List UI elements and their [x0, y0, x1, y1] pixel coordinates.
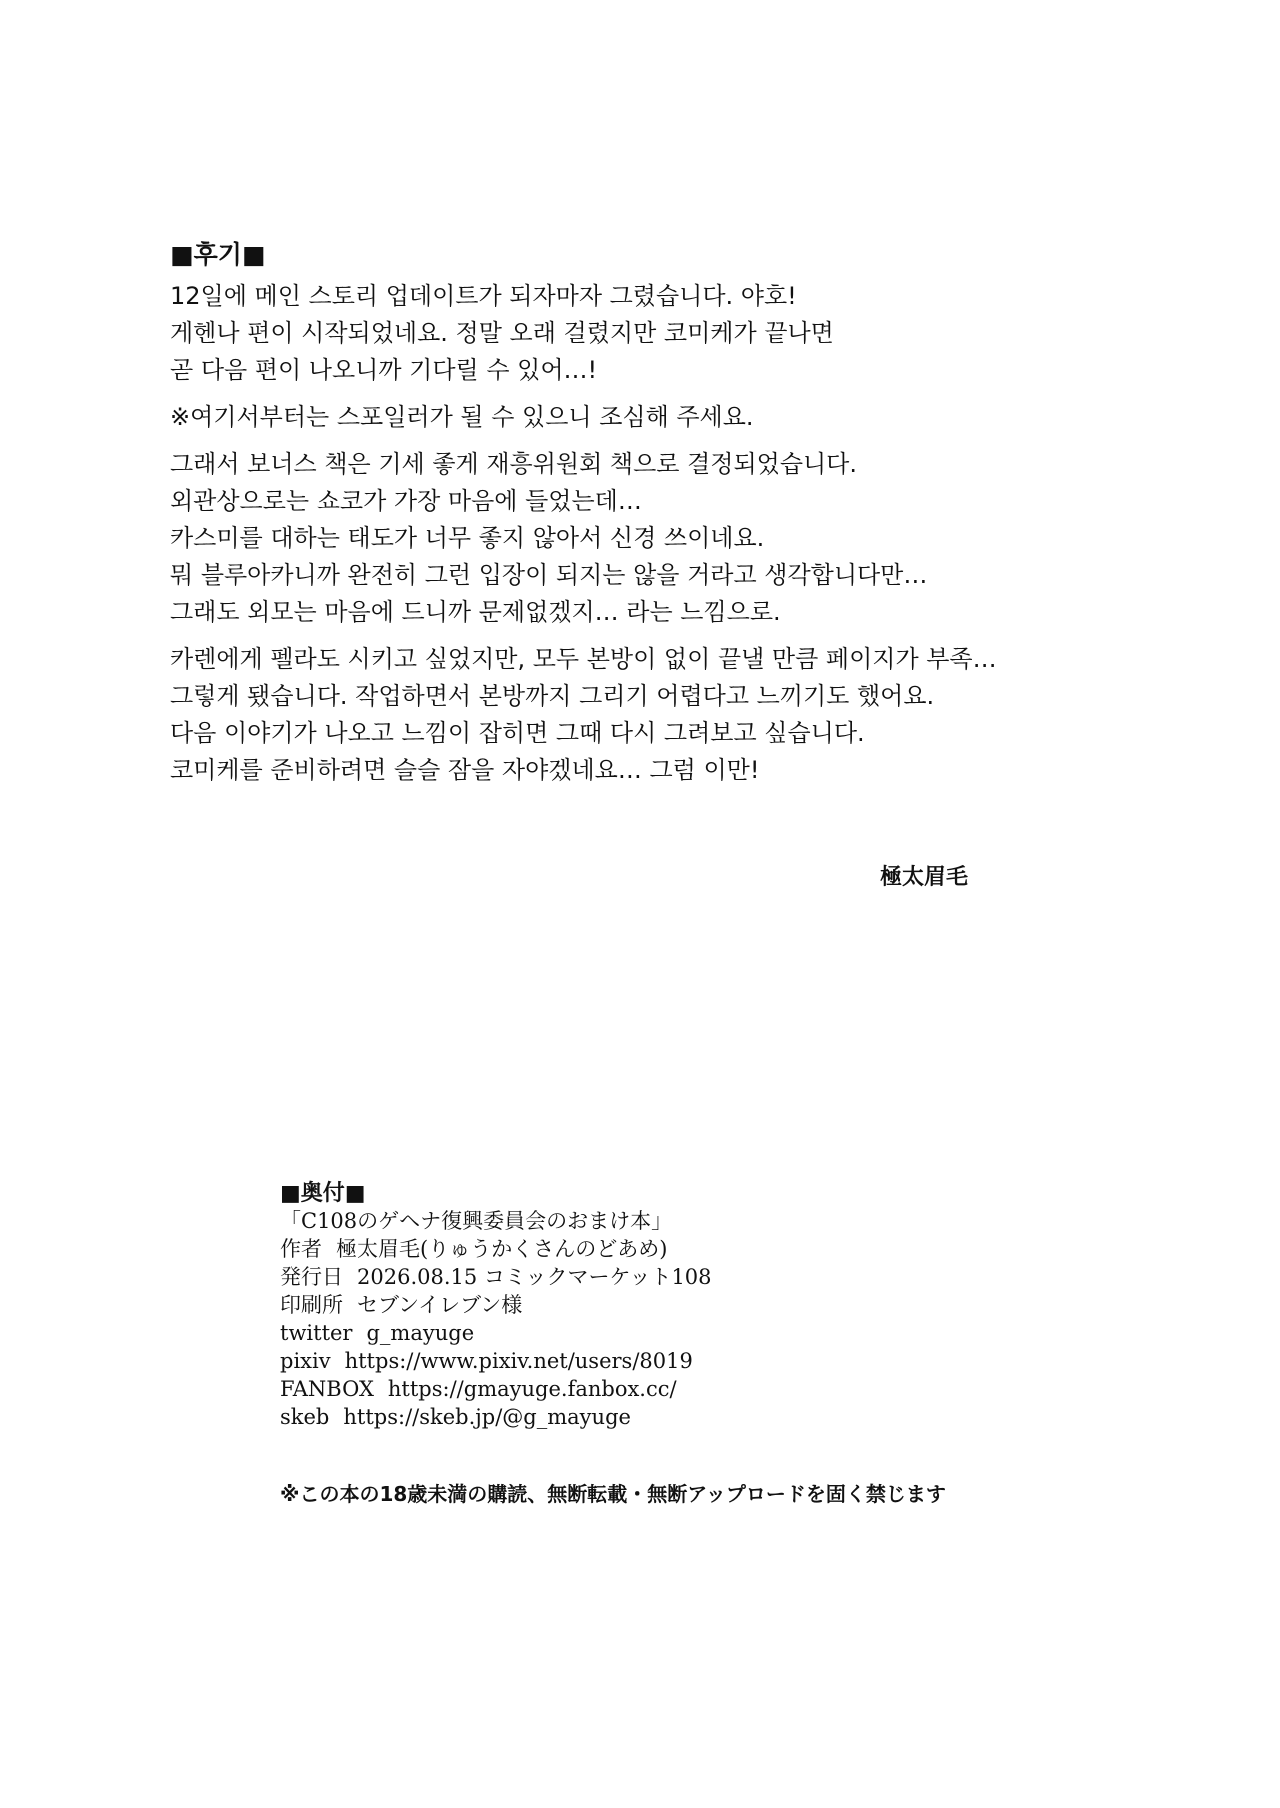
spoiler-warning: ※여기서부터는 스포일러가 될 수 있으니 조심해 주세요. — [170, 403, 754, 431]
colophon-row-twitter — [280, 1319, 1080, 1347]
text-line: 다음 이야기가 나오고 느낌이 잡히면 그때 다시 그려보고 싶습니다. — [170, 719, 865, 747]
text-line: 그래서 보너스 책은 기세 좋게 재흥위원회 책으로 결정되었습니다. — [170, 450, 857, 478]
text-line: 뭐 블루아카니까 완전히 그런 입장이 되지는 않을 거라고 생각합니다만… — [170, 561, 928, 589]
afterword-section — [170, 236, 1180, 799]
colophon-value: 極太眉毛(りゅうかくさんのどあめ) — [336, 1237, 668, 1261]
colophon-key: 作者 — [280, 1237, 322, 1261]
colophon-row-printer — [280, 1291, 1080, 1319]
colophon-value: 2026.08.15 コミックマーケット108 — [357, 1265, 712, 1289]
colophon-row-pixiv — [280, 1347, 1080, 1375]
text-line: 곧 다음 편이 나오니까 기다릴 수 있어…! — [170, 356, 598, 384]
text-line: 게헨나 편이 시작되었네요. 정말 오래 걸렸지만 코미케가 끝나면 — [170, 319, 834, 347]
colophon-key: 発行日 — [280, 1265, 343, 1289]
book-title: 「C108のゲヘナ復興委員会のおまけ本」 — [280, 1209, 673, 1233]
colophon-value: https://www.pixiv.net/users/8019 — [344, 1349, 693, 1373]
text-line: 12일에 메인 스토리 업데이트가 되자마자 그렸습니다. 야호! — [170, 282, 797, 310]
colophon-row-fanbox — [280, 1375, 1080, 1403]
colophon-key: FANBOX — [280, 1377, 374, 1401]
colophon-value: https://gmayuge.fanbox.cc/ — [387, 1377, 677, 1401]
colophon-key: 印刷所 — [280, 1293, 343, 1317]
author-signature: 極太眉毛 — [880, 864, 969, 890]
afterword-paragraph — [170, 278, 1180, 389]
text-line: 그래도 외모는 마음에 드니까 문제없겠지… 라는 느낌으로. — [170, 598, 781, 626]
colophon-row-date — [280, 1263, 1080, 1291]
text-line: 외관상으로는 쇼코가 가장 마음에 들었는데… — [170, 487, 642, 515]
colophon-value: セブンイレブン様 — [357, 1293, 523, 1317]
afterword-paragraph — [170, 399, 1180, 436]
colophon-row-skeb — [280, 1403, 1080, 1431]
afterword-heading: ■후기■ — [170, 240, 266, 269]
age-restriction-notice: ※この本の18歳未満の購読、無断転載・無断アップロードを固く禁じます — [280, 1482, 946, 1506]
colophon-value: g_mayuge — [366, 1321, 475, 1345]
colophon-value: https://skeb.jp/@g_mayuge — [343, 1405, 631, 1429]
colophon-key: pixiv — [280, 1349, 331, 1373]
text-line: 카스미를 대하는 태도가 너무 좋지 않아서 신경 쓰이네요. — [170, 524, 765, 552]
afterword-paragraph — [170, 446, 1180, 631]
colophon-heading: ■奥付■ — [280, 1180, 366, 1206]
colophon-row-author — [280, 1235, 1080, 1263]
text-line: 카렌에게 펠라도 시키고 싶었지만, 모두 본방이 없이 끝낼 만큼 페이지가 부족… — [170, 645, 997, 673]
text-line: 코미케를 준비하려면 슬슬 잠을 자야겠네요… 그럼 이만! — [170, 756, 760, 784]
colophon-key: twitter — [280, 1321, 353, 1345]
afterword-paragraph — [170, 641, 1180, 789]
text-line: 그렇게 됐습니다. 작업하면서 본방까지 그리기 어렵다고 느끼기도 했어요. — [170, 682, 935, 710]
colophon-key: skeb — [280, 1405, 330, 1429]
colophon-section — [280, 1180, 1080, 1431]
